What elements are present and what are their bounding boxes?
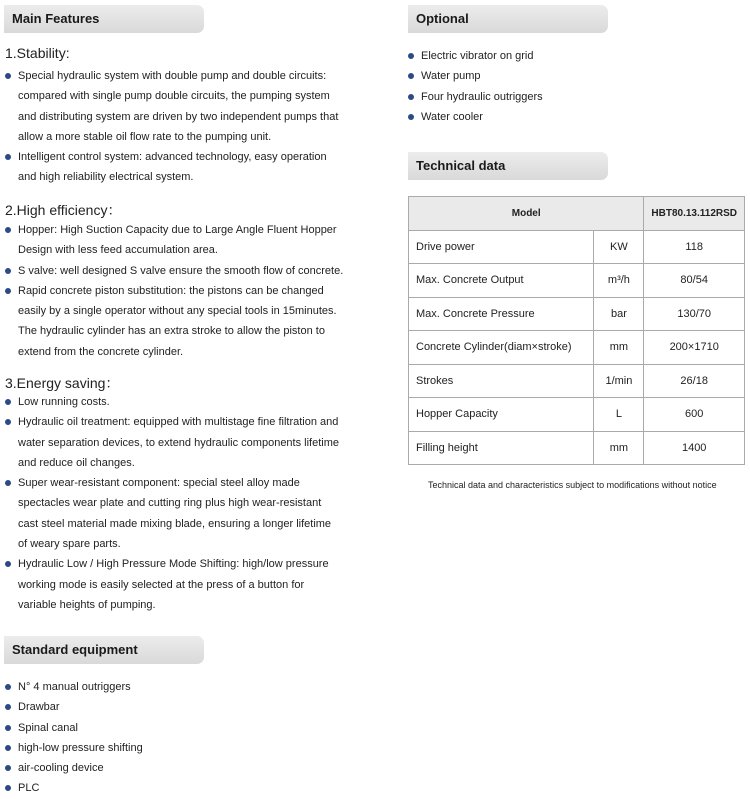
table-row	[409, 364, 745, 398]
bullet-icon	[5, 684, 11, 690]
value-cell: 600	[644, 398, 745, 432]
list-item	[5, 220, 355, 261]
list-item-text: cast steel material made mixing blade, ensuring a longer lifetime	[18, 517, 332, 530]
list-item-text: PLC	[18, 782, 40, 795]
list-item-text: Water cooler	[421, 110, 483, 123]
list-item	[5, 261, 355, 281]
list-item-text: spectacles wear plate and cutting ring plus high wear-resistant	[18, 497, 322, 510]
param-cell: Filling height	[409, 431, 594, 465]
list-item-text: Special hydraulic system with double pump and double circuits:	[18, 70, 327, 82]
efficiency-heading: 2.High efficiency：	[5, 202, 122, 218]
list-item-text: variable heights of pumping.	[18, 598, 156, 611]
list-item-text: extend from the concrete cylinder.	[18, 345, 184, 358]
table-row	[409, 264, 745, 298]
value-cell: 130/70	[644, 297, 745, 331]
bullet-icon	[5, 785, 11, 791]
unit-cell: KW	[594, 230, 644, 264]
table-header-row	[409, 197, 745, 231]
list-item-text: Spinal canal	[18, 721, 78, 734]
efficiency-list	[5, 220, 355, 362]
bullet-icon	[408, 94, 414, 100]
bullet-icon	[5, 765, 11, 771]
list-item-text: Low running costs.	[18, 396, 110, 408]
value-cell: 1400	[644, 431, 745, 465]
table-row	[409, 431, 745, 465]
value-cell: 80/54	[644, 264, 745, 298]
list-item-text: water separation devices, to extend hydraulic components lifetime	[18, 436, 340, 449]
list-item-text: S valve: well designed S valve ensure the smooth flow of concrete.	[18, 264, 344, 277]
stability-heading: 1.Stability:	[5, 45, 70, 61]
list-item-text: allow a more stable oil flow rate to the pumping unit.	[18, 130, 272, 143]
value-cell: 118	[644, 230, 745, 264]
list-item-text: and high reliability electrical system.	[18, 171, 194, 184]
list-item-text: Hydraulic Low / High Pressure Mode Shifting: high/low pressure	[18, 558, 329, 571]
bullet-icon	[408, 73, 414, 79]
param-cell: Hopper Capacity	[409, 398, 594, 432]
list-item	[5, 147, 355, 188]
table-row	[409, 398, 745, 432]
model-label: Model	[409, 197, 644, 231]
param-cell: Strokes	[409, 364, 594, 398]
bullet-icon	[5, 419, 11, 425]
list-item	[5, 738, 355, 758]
value-cell: 200×1710	[644, 331, 745, 365]
list-item	[408, 87, 750, 107]
list-item-text: high-low pressure shifting	[18, 741, 143, 754]
optional-header: Optional	[408, 5, 608, 33]
bullet-icon	[5, 745, 11, 751]
main-features-header: Main Features	[4, 5, 204, 33]
energy-heading: 3.Energy saving：	[5, 375, 120, 391]
list-item	[5, 554, 355, 615]
model-value: HBT80.13.112RSD	[644, 197, 745, 231]
value-cell: 26/18	[644, 364, 745, 398]
unit-cell: bar	[594, 297, 644, 331]
list-item-text: Four hydraulic outriggers	[421, 90, 543, 103]
list-item	[5, 66, 355, 147]
bullet-icon	[5, 561, 11, 567]
technical-data-header: Technical data	[408, 152, 608, 180]
list-item-text: Hydraulic oil treatment: equipped with multistage fine filtration and	[18, 416, 339, 429]
list-item	[5, 718, 355, 738]
bullet-icon	[5, 480, 11, 486]
list-item-text: Drawbar	[18, 701, 60, 714]
bullet-icon	[5, 288, 11, 294]
bullet-icon	[5, 268, 11, 274]
list-item-text: Super wear-resistant component: special steel alloy made	[18, 477, 300, 490]
table-row	[409, 230, 745, 264]
list-item	[5, 473, 355, 554]
list-item	[408, 46, 750, 66]
list-item-text: and distributing system are driven by two independent pumps that	[18, 110, 339, 123]
unit-cell: 1/min	[594, 364, 644, 398]
list-item	[5, 392, 355, 412]
list-item-text: N° 4 manual outriggers	[18, 681, 131, 693]
param-cell: Drive power	[409, 230, 594, 264]
list-item-text: Design with less feed accumulation area.	[18, 244, 218, 257]
list-item-text: Hopper: High Suction Capacity due to Large Angle Fluent Hopper	[18, 224, 337, 236]
list-item-text: air-cooling device	[18, 762, 104, 775]
list-item	[5, 677, 355, 697]
bullet-icon	[5, 704, 11, 710]
table-row	[409, 297, 745, 331]
list-item	[5, 697, 355, 717]
list-item	[5, 412, 355, 473]
bullet-icon	[5, 73, 11, 79]
param-cell: Concrete Cylinder(diam×stroke)	[409, 331, 594, 365]
list-item-text: Rapid concrete piston substitution: the pistons can be changed	[18, 284, 324, 297]
optional-list	[408, 46, 750, 127]
bullet-icon	[5, 154, 11, 160]
stability-list	[5, 66, 355, 188]
energy-list	[5, 392, 355, 615]
unit-cell: mm	[594, 331, 644, 365]
list-item-text: Water pump	[421, 70, 481, 83]
bullet-icon	[5, 725, 11, 731]
unit-cell: L	[594, 398, 644, 432]
list-item-text: compared with single pump double circuits, the pumping system	[18, 90, 330, 103]
technical-note: Technical data and characteristics subject to modifications without notice	[428, 480, 717, 490]
bullet-icon	[5, 399, 11, 405]
unit-cell: mm	[594, 431, 644, 465]
list-item-text: Electric vibrator on grid	[421, 50, 534, 62]
technical-data-table	[408, 196, 745, 465]
bullet-icon	[408, 53, 414, 59]
unit-cell: m³/h	[594, 264, 644, 298]
list-item-text: working mode is easily selected at the press of a button for	[18, 578, 305, 591]
param-cell: Max. Concrete Pressure	[409, 297, 594, 331]
list-item-text: The hydraulic cylinder has an extra stroke to allow the piston to	[18, 325, 325, 338]
list-item	[408, 66, 750, 86]
list-item	[5, 758, 355, 778]
list-item-text: easily by a single operator without any special tools in 15minutes.	[18, 305, 337, 318]
param-cell: Max. Concrete Output	[409, 264, 594, 298]
bullet-icon	[5, 227, 11, 233]
bullet-icon	[408, 114, 414, 120]
standard-equipment-header: Standard equipment	[4, 636, 204, 664]
table-row	[409, 331, 745, 365]
list-item-text: and reduce oil changes.	[18, 456, 135, 469]
list-item	[408, 107, 750, 127]
list-item-text: Intelligent control system: advanced technology, easy operation	[18, 151, 327, 164]
standard-equipment-list	[5, 677, 355, 799]
list-item	[5, 778, 355, 798]
list-item	[5, 281, 355, 362]
list-item-text: of weary spare parts.	[18, 538, 121, 551]
